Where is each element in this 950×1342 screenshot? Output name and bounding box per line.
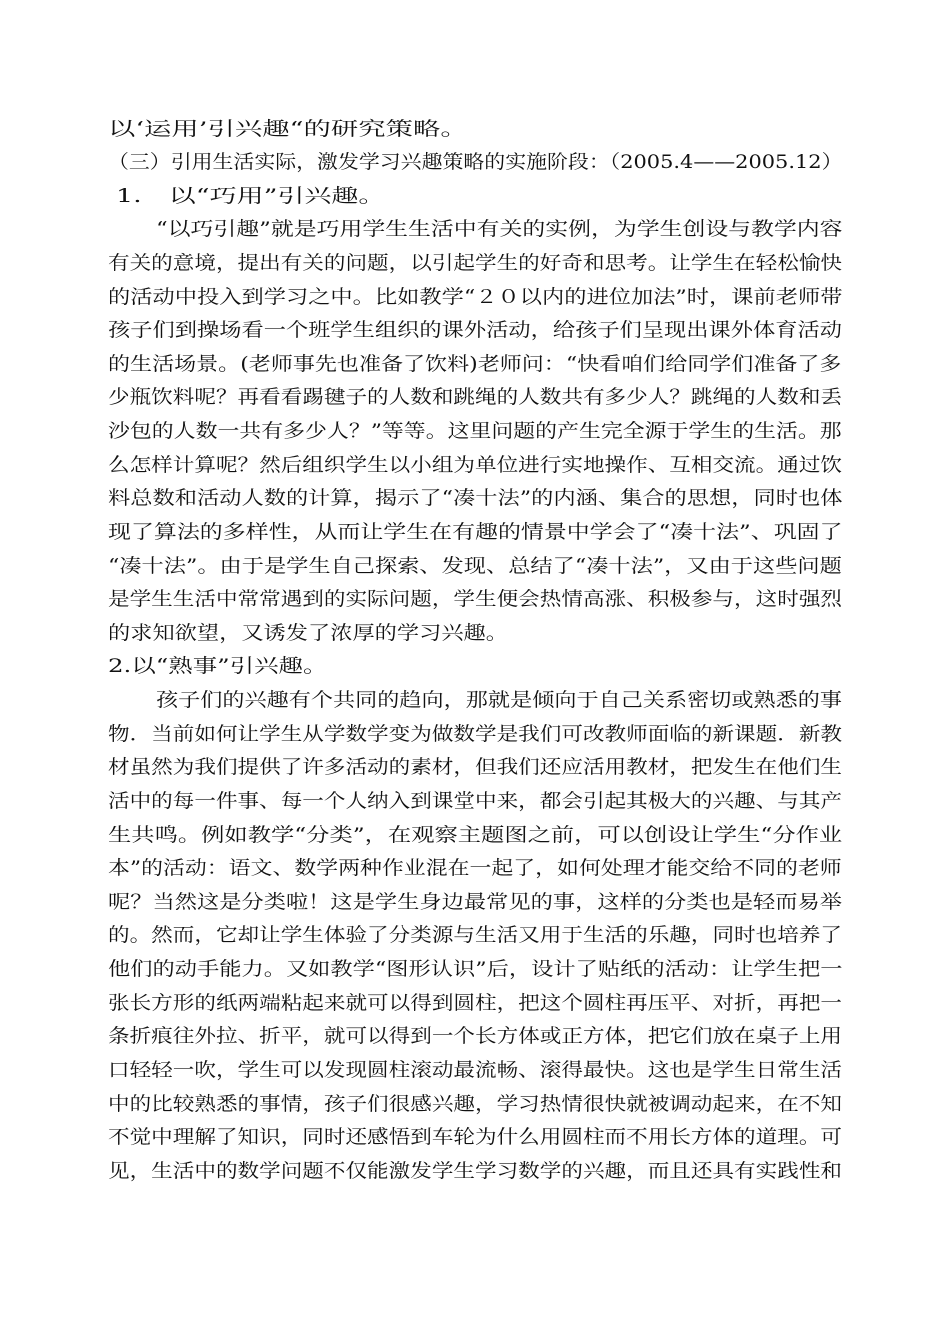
text-line: 口轻轻一吹，学生可以发现圆柱滚动最流畅、滚得最快。这也是学生日常生活 [108, 1059, 843, 1081]
text-line: 呢？当然这是分类啦！这是学生身边最常见的事，这样的分类也是轻而易举 [108, 891, 843, 913]
text-line: “凑十法”。由于是学生自己探索、发现、总结了“凑十法”，又由于这些问题 [108, 555, 842, 577]
text-line: 现了算法的多样性，从而让学生在有趣的情景中学会了“凑十法”、巩固了 [108, 521, 843, 543]
text-line: 的求知欲望，又诱发了浓厚的学习兴趣。 [108, 622, 509, 644]
text-line: 中的比较熟悉的事情，孩子们很感兴趣，学习热情很快就被调动起来，在不知 [108, 1093, 843, 1115]
text-line: 的生活场景。(老师事先也准备了饮料)老师问：“快看咱们给同学们准备了多 [108, 353, 842, 375]
subsection-heading: 1. 以“巧用”引兴趣。 [116, 185, 386, 207]
section-heading: （三）引用生活实际，激发学习兴趣策略的实施阶段：（2005.4——2005.12） [108, 151, 843, 173]
text-line: 的活动中投入到学习之中。比如教学“２０以内的进位加法”时，课前老师带 [108, 286, 843, 308]
subsection-heading: 2.以“熟事”引兴趣。 [108, 655, 328, 677]
text-line: 以‘运用’引兴趣“的研究策略。 [108, 118, 468, 140]
text-line: 是学生生活中常常遇到的实际问题，学生便会热情高涨、积极参与，这时强烈 [108, 588, 843, 610]
text-line: 本”的活动：语文、数学两种作业混在一起了，如何处理才能交给不同的老师 [108, 857, 842, 879]
text-line: 孩子们的兴趣有个共同的趋向，那就是倾向于自己关系密切或熟悉的事 [156, 689, 843, 711]
text-line: 孩子们到操场看一个班学生组织的课外活动，给孩子们呈现出课外体育活动 [108, 319, 843, 341]
text-line: 他们的动手能力。又如教学“图形认识”后，设计了贴纸的活动：让学生把一 [108, 958, 843, 980]
text-line: 张长方形的纸两端粘起来就可以得到圆柱，把这个圆柱再压平、对折，再把一 [108, 992, 843, 1014]
text-line: 条折痕往外拉、折平，就可以得到一个长方体或正方体，把它们放在桌子上用 [108, 1025, 843, 1047]
text-line: 有关的意境，提出有关的问题，以引起学生的好奇和思考。让学生在轻松愉快 [108, 252, 843, 274]
text-line: “以巧引趣”就是巧用学生生活中有关的实例，为学生创设与教学内容 [156, 218, 843, 240]
text-line: 材虽然为我们提供了许多活动的素材，但我们还应活用教材，把发生在他们生 [108, 756, 843, 778]
text-line: 料总数和活动人数的计算，揭示了“凑十法”的内涵、集合的思想，同时也体 [108, 487, 843, 509]
text-line: 沙包的人数一共有多少人？”等等。这里问题的产生完全源于学生的生活。那 [108, 420, 842, 442]
text-line: 物．当前如何让学生从学数学变为做数学是我们可改教师面临的新课题．新教 [108, 723, 843, 745]
text-line: 么怎样计算呢？然后组织学生以小组为单位进行实地操作、互相交流。通过饮 [108, 454, 843, 476]
text-line: 活中的每一件事、每一个人纳入到课堂中来，都会引起其极大的兴趣、与其产 [108, 790, 843, 812]
text-line: 生共鸣。例如教学“分类”，在观察主题图之前，可以创设让学生“分作业 [108, 824, 843, 846]
text-line: 少瓶饮料呢？再看看踢毽子的人数和跳绳的人数共有多少人？跳绳的人数和丢 [108, 386, 843, 408]
text-line: 不觉中理解了知识，同时还感悟到车轮为什么用圆柱而不用长方体的道理。可 [108, 1126, 843, 1148]
text-line: 的。然而，它却让学生体验了分类源与生活又用于生活的乐趣，同时也培养了 [108, 924, 843, 946]
text-line: 见，生活中的数学问题不仅能激发学生学习数学的兴趣，而且还具有实践性和 [108, 1160, 843, 1182]
